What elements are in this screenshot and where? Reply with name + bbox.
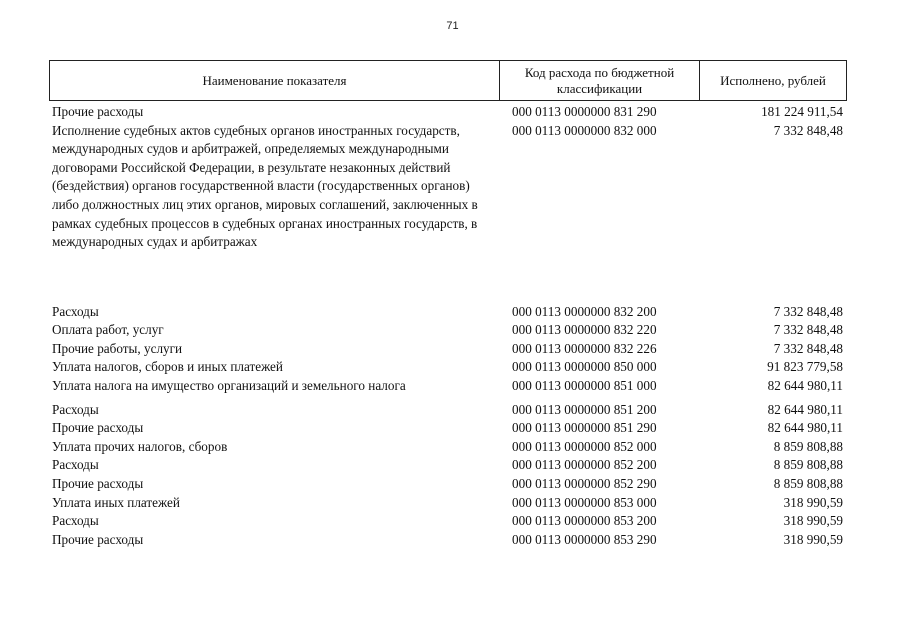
table-row (49, 456, 847, 475)
row-amount: 8 859 808,88 (773, 457, 843, 473)
table-row (49, 321, 847, 340)
row-name: Расходы (52, 457, 99, 473)
page-number: 71 (446, 20, 459, 32)
table-row (49, 438, 847, 457)
row-code: 000 0113 0000000 851 200 (512, 401, 657, 417)
row-name: Прочие расходы (52, 475, 144, 491)
table-row (49, 358, 847, 377)
row-name: Прочие расходы (52, 104, 144, 119)
table-row (49, 340, 847, 359)
row-amount: 181 224 911,54 (761, 104, 843, 119)
row-name: Прочие расходы (52, 531, 144, 547)
row-name: Прочие расходы (52, 420, 144, 436)
table-row (49, 377, 847, 396)
row-name: Уплата налога на имущество организаций и земельного налога (52, 377, 406, 393)
header-name: Наименование показателя (50, 61, 500, 100)
table-body (49, 103, 847, 549)
row-name: Расходы (52, 303, 99, 319)
row-name: Расходы (52, 401, 99, 417)
header-amount: Исполнено, рублей (720, 72, 826, 88)
table-row (49, 475, 847, 494)
row-name: Уплата прочих налогов, сборов (52, 438, 228, 454)
row-code: 000 0113 0000000 832 226 (512, 340, 657, 356)
row-code: 000 0113 0000000 853 000 (512, 494, 657, 510)
row-amount: 7 332 848,48 (773, 122, 843, 138)
table-header (49, 60, 847, 101)
row-amount: 91 823 779,58 (767, 359, 843, 375)
row-amount: 318 990,59 (783, 494, 843, 510)
row-amount: 7 332 848,48 (773, 303, 843, 319)
row-amount: 82 644 980,11 (767, 420, 843, 436)
row-name: Расходы (52, 513, 99, 529)
row-name: Оплата работ, услуг (52, 322, 164, 338)
row-code: 000 0113 0000000 852 290 (512, 475, 657, 491)
table-row (49, 419, 847, 438)
row-amount: 318 990,59 (783, 531, 843, 547)
row-name: Уплата налогов, сборов и иных платежей (52, 359, 283, 375)
row-code: 000 0113 0000000 851 000 (512, 377, 657, 393)
row-code: 000 0113 0000000 852 200 (512, 457, 657, 473)
table-row (49, 494, 847, 513)
row-amount: 82 644 980,11 (767, 401, 843, 417)
row-code: 000 0113 0000000 853 290 (512, 531, 657, 547)
row-name: Исполнение судебных актов судебных органов иностранных государств, международных судов и арбитражей, определяемых международными договорами Российской Федерации, в результате незаконных действий (бездействия) органов государственной власти (государственных органов) либо должностных лиц этих органов, мировых соглашений, заключенных в рамках судебных процессов в судебных органах иностранных государств, в международных судах и арбитражах (52, 122, 478, 250)
table-row (49, 531, 847, 550)
header-code: Код расхода по бюджетной классификации (500, 61, 700, 100)
table-row (49, 303, 847, 322)
row-code: 000 0113 0000000 853 200 (512, 513, 657, 529)
expenditure-table (49, 60, 847, 549)
row-code: 000 0113 0000000 831 290 (512, 104, 657, 119)
row-amount: 8 859 808,88 (773, 475, 843, 491)
row-amount: 7 332 848,48 (773, 322, 843, 338)
row-name: Уплата иных платежей (52, 494, 180, 510)
row-code: 000 0113 0000000 851 290 (512, 420, 657, 436)
row-amount: 318 990,59 (783, 513, 843, 529)
row-code: 000 0113 0000000 832 220 (512, 322, 657, 338)
row-amount: 82 644 980,11 (767, 377, 843, 393)
row-amount: 7 332 848,48 (773, 340, 843, 356)
table-row (49, 401, 847, 420)
row-code: 000 0113 0000000 832 200 (512, 303, 657, 319)
table-row (49, 103, 847, 122)
table-row (49, 122, 847, 282)
row-code: 000 0113 0000000 832 000 (512, 122, 657, 138)
row-code: 000 0113 0000000 852 000 (512, 438, 657, 454)
row-amount: 8 859 808,88 (773, 438, 843, 454)
row-name: Прочие работы, услуги (52, 340, 183, 356)
row-code: 000 0113 0000000 850 000 (512, 359, 657, 375)
table-row (49, 512, 847, 531)
